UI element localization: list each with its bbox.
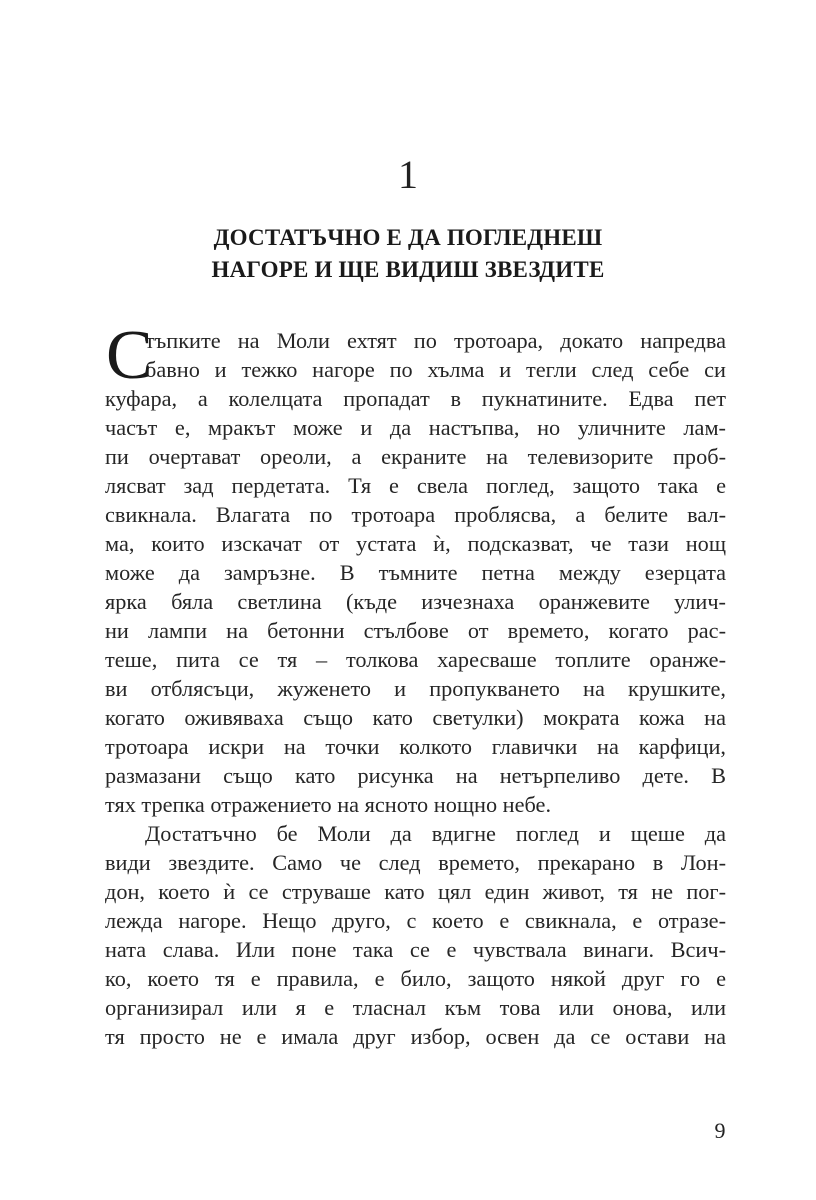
text-line: размазани също като рисунка на нетърпеливо дете. В (105, 763, 726, 788)
text-line: види звездите. Само че след времето, прекарано в Лон- (105, 850, 726, 875)
chapter-title (0, 222, 816, 286)
text-line: ни лампи на бетонни стълбове от времето, когато рас- (105, 618, 726, 643)
text-line: ма, които изскачат от устата ѝ, подсказват, че тази нощ (105, 531, 726, 556)
text-line: пи очертават ореоли, а екраните на телевизорите проб- (105, 444, 726, 469)
text-line: тротоара искри на точки колкото главички на карфици, (105, 734, 726, 759)
text-line: ната слава. Или поне така се е чувствала винаги. Всич- (105, 937, 726, 962)
text-line: лежда нагоре. Нещо друго, с което е свикнала, е отразе- (105, 908, 726, 933)
text-line: може да замръзне. В тъмните петна между езерцата (105, 560, 726, 585)
text-line: часът е, мракът може и да настъпва, но уличните лам- (105, 415, 726, 440)
text-line: когато оживяваха също като светулки) мократа кожа на (105, 705, 726, 730)
text-line: теше, пита се тя – толкова харесваше топлите оранже- (105, 647, 726, 672)
chapter-title-line: НАГОРЕ И ЩЕ ВИДИШ ЗВЕЗДИТЕ (211, 257, 605, 282)
text-line: тя просто не е имала друг избор, освен да се остави на (105, 1024, 726, 1049)
text-line: ко, което тя е правила, е било, защото някой друг го е (105, 966, 726, 991)
text-line: тъпките на Моли ехтят по тротоара, докато напредва (145, 328, 726, 353)
text-line: организирал или я е тласнал към това или онова, или (105, 995, 726, 1020)
text-line: дон, което ѝ се струваше като цял един живот, тя не пог- (105, 879, 726, 904)
text-line: лясват зад пердетата. Тя е свела поглед, защото така е (105, 473, 726, 498)
text-line: куфара, а колелцата пропадат в пукнатините. Едва пет (105, 386, 726, 411)
text-line: тях трепка отражението на ясното нощно небе. (105, 792, 552, 817)
page-number: 9 (714, 1118, 726, 1143)
drop-cap: С (106, 317, 153, 394)
text-line: бавно и тежко нагоре по хълма и тегли след себе си (145, 357, 726, 382)
chapter-number: 1 (398, 152, 418, 197)
text-line: ярка бяла светлина (къде изчезнаха оранжевите улич- (105, 589, 726, 614)
text-line: свикнала. Влагата по тротоара проблясва, а белите вал- (105, 502, 726, 527)
chapter-title-line: ДОСТАТЪЧНО Е ДА ПОГЛЕДНЕШ (213, 225, 603, 250)
text-line: ви отблясъци, жуженето и пропукването на крушките, (105, 676, 726, 701)
text-line: Достатъчно бе Моли да вдигне поглед и щеше да (145, 821, 726, 846)
body-text (105, 317, 726, 1051)
